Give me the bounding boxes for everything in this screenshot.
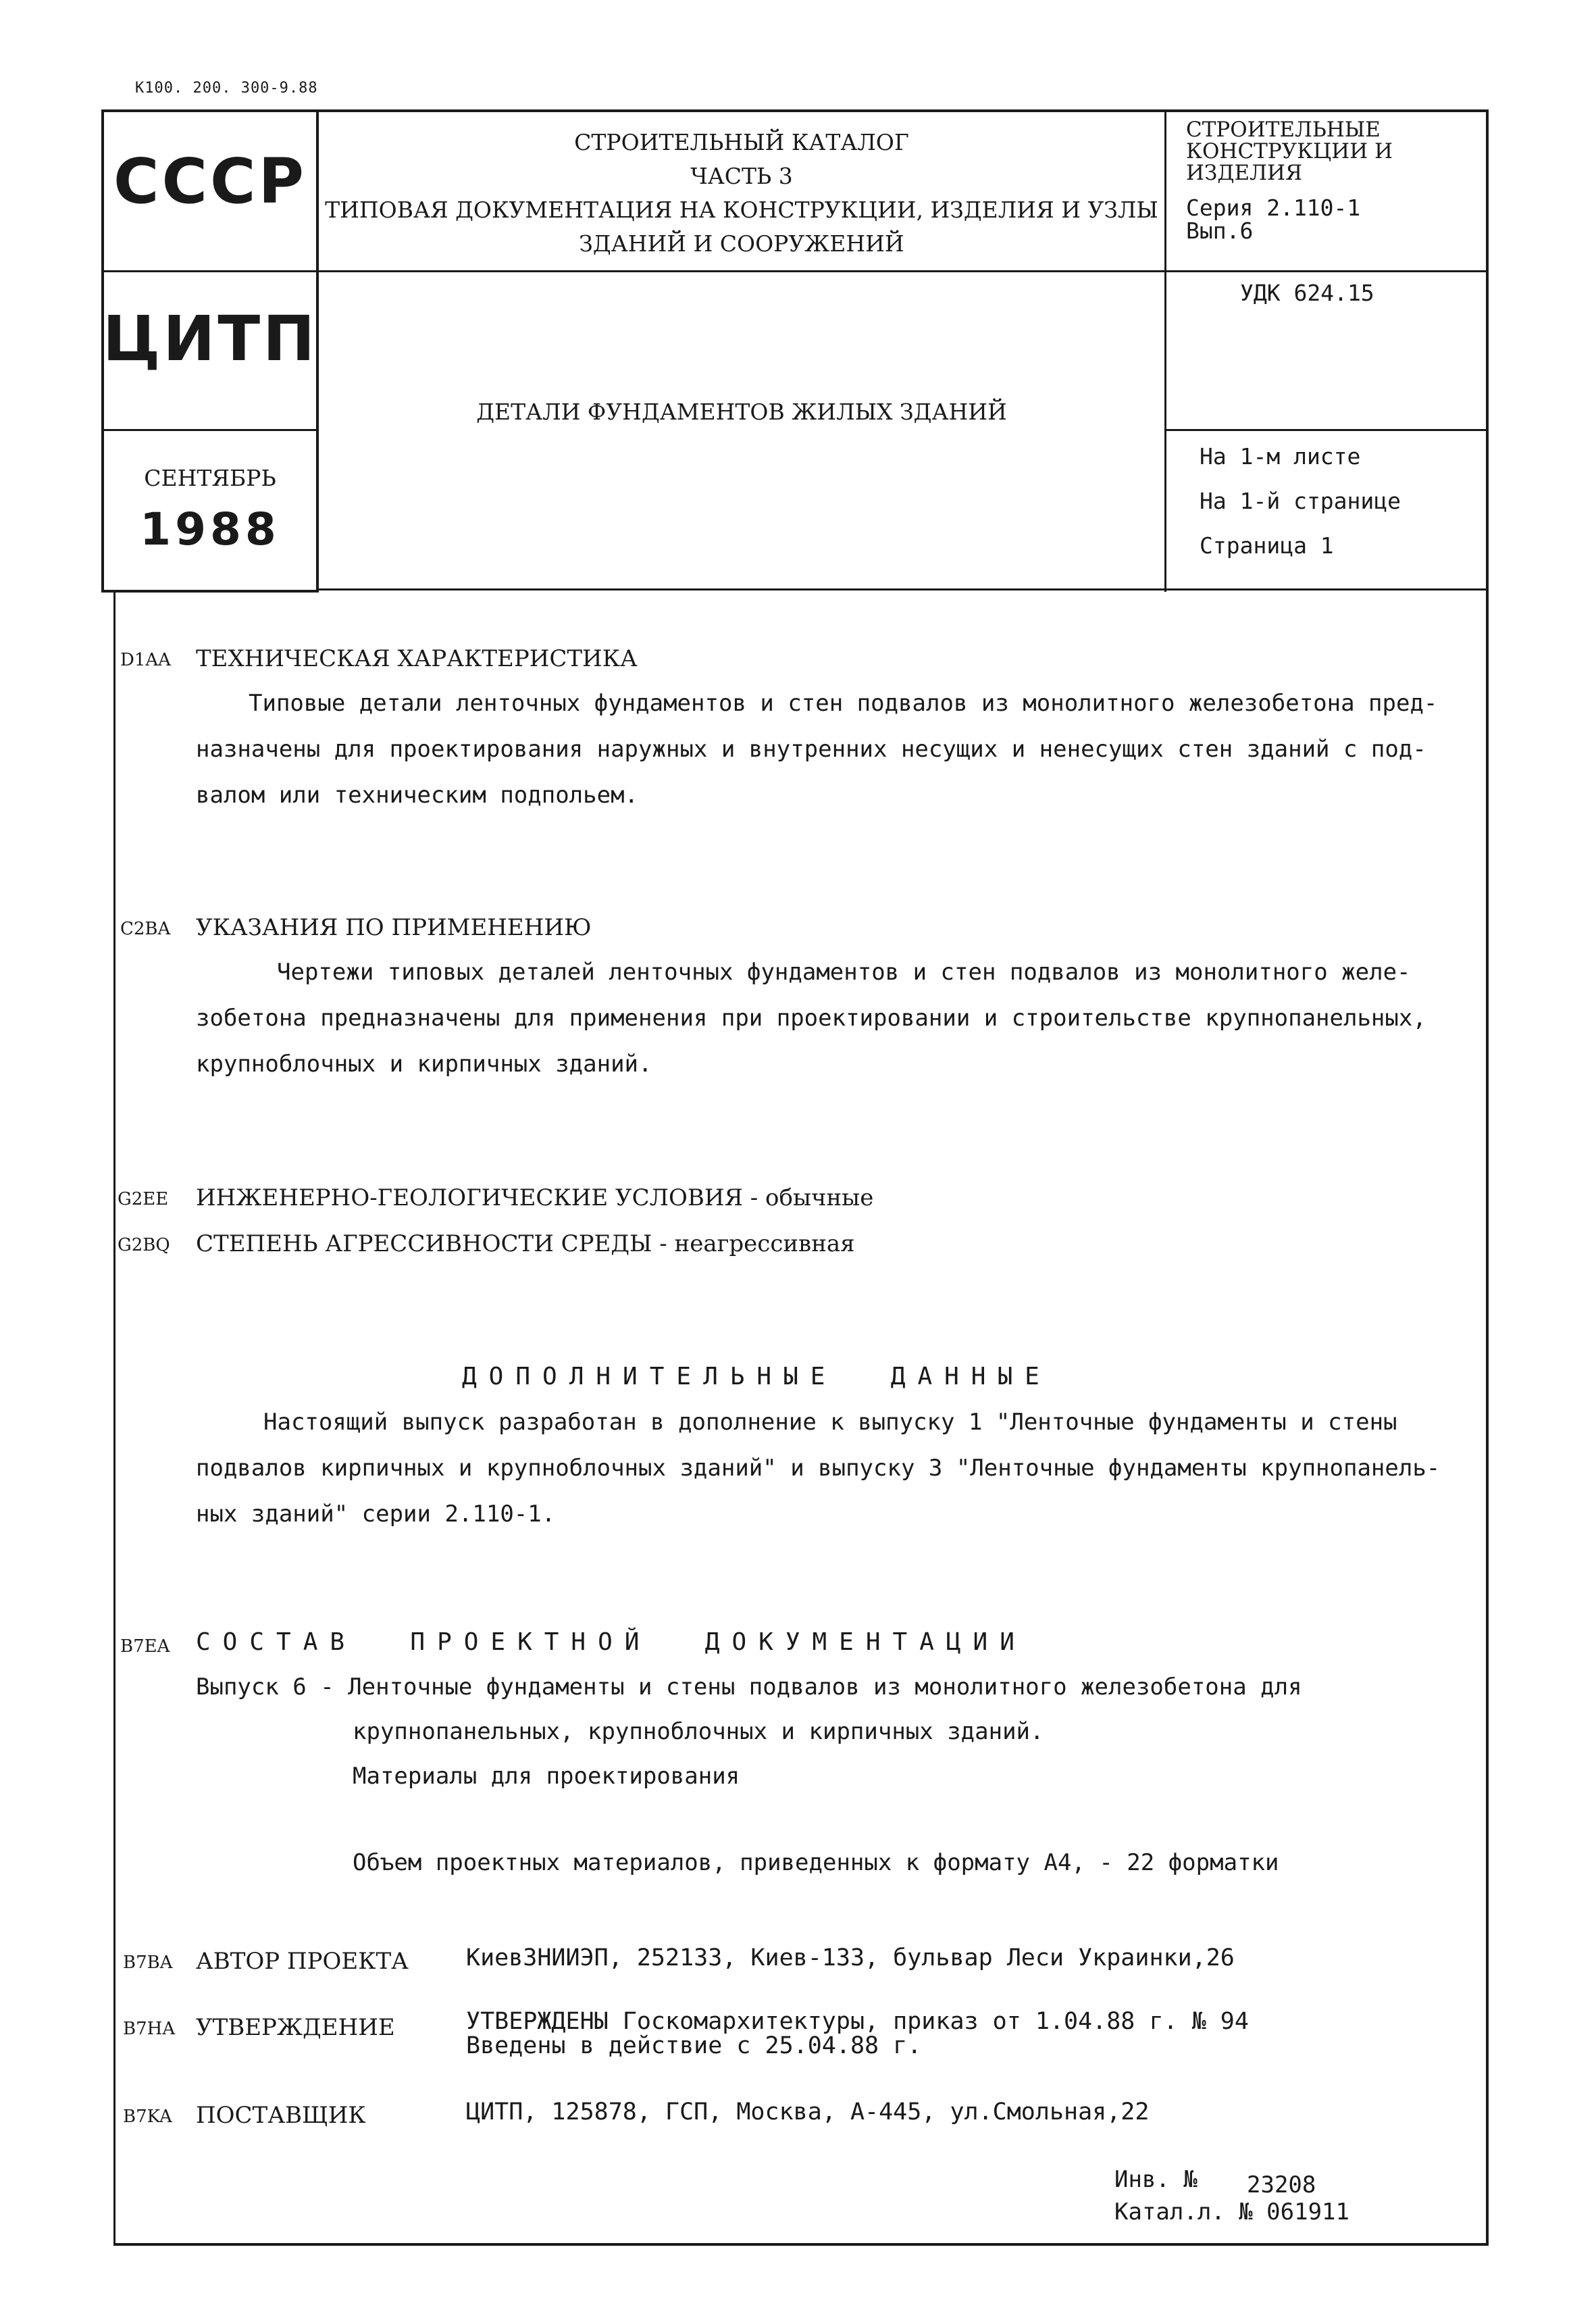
section-heading-docs: СОСТАВ ПРОЕКТНОЙ ДОКУМЕНТАЦИИ	[196, 1628, 1027, 1656]
header-line-3: ТИПОВАЯ ДОКУМЕНТАЦИЯ НА КОНСТРУКЦИИ, ИЗДЕЛИЯ И УЗЛЫ	[325, 197, 1158, 223]
year-label: 1988	[140, 503, 280, 555]
frame-bottom	[113, 2243, 1489, 2246]
org-label: ЦИТП	[103, 303, 318, 375]
section-heading-usage: УКАЗАНИЯ ПО ПРИМЕНЕНИЮ	[196, 914, 592, 941]
category-line-1: СТРОИТЕЛЬНЫЕ	[1186, 118, 1381, 142]
author-value: КиевЗНИИЭП, 252133, Киев-133, бульвар Леси Украинки,26	[466, 1944, 1235, 1971]
header-line-4: ЗДАНИЙ И СООРУЖЕНИЙ	[579, 230, 904, 257]
header-right-div	[1164, 429, 1487, 431]
country-label: СССР	[113, 145, 307, 218]
header-mid-line	[319, 270, 1487, 272]
page-on-label: На 1-й странице	[1200, 488, 1401, 514]
section-code-aggr: G2BQ	[118, 1235, 170, 1255]
docs-line-2: крупнопанельных, крупноблочных и кирпичных зданий.	[353, 1718, 1044, 1745]
extra-line-3: ных зданий" серии 2.110-1.	[196, 1501, 556, 1528]
section-heading-tech: ТЕХНИЧЕСКАЯ ХАРАКТЕРИСТИКА	[196, 645, 638, 672]
supplier-label: ПОСТАВЩИК	[196, 2102, 366, 2129]
section-code-tech: D1AA	[120, 650, 171, 670]
usage-line-2: зобетона предназначены для применения при проектировании и строительстве крупнопанельных,	[196, 1005, 1426, 1032]
header-right-vline	[1164, 109, 1166, 592]
left-box-div1	[101, 270, 319, 272]
approval-value-1: УТВЕРЖДЕНЫ Госкомархитектуры, приказ от 1.04.88 г. № 94	[466, 2008, 1249, 2035]
inventory-label: Инв. №	[1114, 2166, 1198, 2193]
catalog-sheet: Катал.л. № 061911	[1114, 2198, 1349, 2225]
section-code-approval: B7HA	[123, 2019, 176, 2039]
issue-label: Вып.6	[1186, 218, 1254, 244]
section-code-geo: G2EE	[118, 1189, 169, 1209]
docs-line-3: Материалы для проектирования	[353, 1763, 740, 1790]
section-code-usage: C2BA	[120, 919, 171, 939]
extra-line-2: подвалов кирпичных и крупноблочных зданий" и выпуску 3 "Ленточные фундаменты крупнопанель-	[196, 1455, 1441, 1482]
section-code-author: B7BA	[123, 1953, 173, 1973]
frame-top	[101, 109, 1487, 112]
catalog-code: К100. 200. 300-9.88	[135, 80, 318, 97]
tech-line-2: назначены для проектирования наружных и внутренних несущих и ненесущих стен зданий с под-	[196, 736, 1426, 763]
page-label: Страница 1	[1200, 532, 1334, 559]
geo-conditions: ИНЖЕНЕРНО-ГЕОЛОГИЧЕСКИЕ УСЛОВИЯ - обычные	[196, 1184, 874, 1211]
supplier-value: ЦИТП, 125878, ГСП, Москва, А-445, ул.Смольная,22	[466, 2098, 1150, 2126]
docs-line-1: Выпуск 6 - Ленточные фундаменты и стены подвалов из монолитного железобетона для	[196, 1674, 1302, 1701]
header-line-1: СТРОИТЕЛЬНЫЙ КАТАЛОГ	[574, 129, 909, 155]
document-title: ДЕТАЛИ ФУНДАМЕНТОВ ЖИЛЫХ ЗДАНИЙ	[476, 399, 1007, 425]
section-heading-extra: ДОПОЛНИТЕЛЬНЫЕ ДАННЫЕ	[462, 1363, 1052, 1390]
usage-line-1: Чертежи типовых деталей ленточных фундаментов и стен подвалов из монолитного желе-	[277, 959, 1411, 986]
series-label: Серия 2.110-1	[1186, 195, 1361, 221]
frame-right	[1486, 109, 1489, 2246]
inventory-number: 23208	[1247, 2171, 1316, 2198]
header-bottom	[319, 588, 1487, 590]
aggressiveness: СТЕПЕНЬ АГРЕССИВНОСТИ СРЕДЫ - неагрессивная	[196, 1230, 855, 1257]
left-box-bottom	[101, 590, 319, 593]
sheet-label: На 1-м листе	[1200, 443, 1361, 470]
category-line-2: КОНСТРУКЦИИ И	[1186, 139, 1393, 164]
header-line-2: ЧАСТЬ 3	[690, 163, 793, 189]
section-code-docs: B7EA	[120, 1636, 170, 1657]
category-line-3: ИЗДЕЛИЯ	[1186, 161, 1303, 185]
extra-line-1: Настоящий выпуск разработан в дополнение к выпуску 1 "Ленточные фундаменты и стены	[263, 1409, 1397, 1436]
udk-label: УДК 624.15	[1240, 280, 1374, 306]
tech-line-1: Типовые детали ленточных фундаментов и стен подвалов из монолитного железобетона пред-	[249, 690, 1438, 717]
author-label: АВТОР ПРОЕКТА	[196, 1948, 409, 1975]
docs-volume: Объем проектных материалов, приведенных к формату А4, - 22 форматки	[353, 1849, 1279, 1876]
section-code-supplier: B7KA	[123, 2107, 172, 2127]
frame-left	[113, 590, 115, 2246]
approval-value-2: Введены в действие с 25.04.88 г.	[466, 2032, 922, 2059]
tech-line-3: валом или техническим подпольем.	[196, 782, 639, 809]
left-box-div2	[101, 429, 319, 431]
usage-line-3: крупноблочных и кирпичных зданий.	[196, 1051, 652, 1078]
approval-label: УТВЕРЖДЕНИЕ	[196, 2014, 395, 2041]
month-label: СЕНТЯБРЬ	[144, 465, 276, 491]
